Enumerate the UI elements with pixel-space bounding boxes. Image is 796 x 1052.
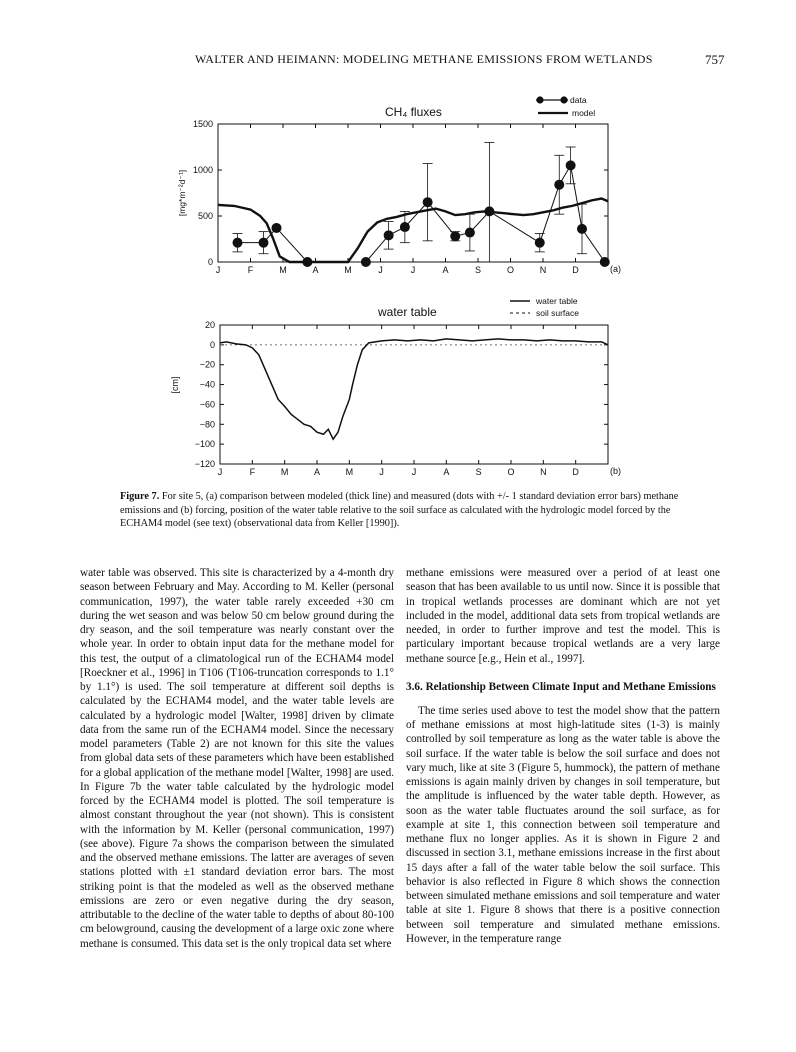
data-point [302,257,312,267]
panel-b-x-ticks [218,325,580,477]
y-tick-label: 1000 [192,165,213,175]
data-point [484,206,494,216]
x-tick-label: M [344,265,352,275]
legend-data-marker [536,96,543,103]
water-table-series [220,339,608,439]
panel-a-frame [218,124,608,262]
y-tick-label: 0 [207,257,213,267]
x-tick-label: A [443,467,450,477]
figure-caption [120,490,680,531]
x-tick-label: F [249,467,256,477]
panel-b-frame [220,325,608,464]
data-point [384,230,394,240]
x-tick-label: N [540,467,547,477]
panel-a [177,95,621,275]
panel-b-y-ticks [195,320,608,469]
panel-b-title: water table [378,305,437,319]
data-point [600,257,610,267]
x-tick-label: A [313,467,321,477]
page-number: 757 [705,52,725,67]
panel-a-legend [536,95,595,118]
y-tick-label: 1500 [192,119,213,129]
x-tick-label: J [411,467,417,477]
x-tick-label: O [506,265,515,275]
y-tick-label: −40 [199,379,215,390]
caption-label: Figure 7. [120,491,160,502]
data-point [233,238,243,248]
legend-soil-surface-label: soil surface [536,308,579,318]
x-tick-label: O [507,467,515,477]
panel-a-label: (a) [610,264,621,274]
data-point [423,197,433,207]
water-table-line [220,339,608,439]
x-tick-label: M [280,467,289,477]
data-point [361,257,371,267]
panel-b-ylabel: [cm] [170,376,180,394]
data-point [566,160,576,170]
y-tick-label: −60 [199,399,215,410]
x-tick-label: M [345,467,354,477]
panel-a-y-ticks [193,119,608,267]
x-tick-label: J [215,265,221,275]
y-tick-label: 0 [209,339,215,350]
legend-model-label: model [572,108,596,118]
legend-data-marker-2 [560,96,567,103]
y-tick-label: −120 [194,459,215,469]
data-point [577,224,587,234]
figure-7 [0,0,796,490]
data-point [259,238,269,248]
running-head: WALTER AND HEIMANN: MODELING METHANE EMISSIONS FROM WETLANDS [195,52,653,66]
y-tick-label: 20 [204,320,215,330]
x-tick-label: J [379,467,384,477]
data-point [535,238,545,248]
x-tick-label: S [474,265,482,275]
panel-b [170,296,621,477]
y-tick-label: 500 [197,211,213,221]
data-point [450,231,460,241]
data-point [400,222,410,232]
legend-water-table-label: water table [536,296,578,306]
right-paragraph-1: methane emissions were measured over a period of at least one season that has been available to us until now. Since it is possible that in tropical wetlands processes are dominant which are not yet included in the model, additional data sets from tropical wetlands are needed, in order to further improve and test the model. This is particulary important because tropical wetlands are a very large methane source [e.g., Hein et al., 1997]. [406,567,720,665]
x-tick-label: J [217,467,223,477]
data-point [465,228,475,238]
panel-b-legend [510,296,579,318]
legend-data-label: data [570,95,587,105]
caption-text: For site 5, (a) comparison between modeled (thick line) and measured (dots with +/- 1 standard deviation error bars) methane emissions and (b) forcing, position of the water table relative to the soil surface as calculated with the hydrologic model forced by the ECHAM4 model (see text) (observational data from Keller [1990]). [120,491,679,529]
data-point [272,223,282,233]
x-tick-label: D [572,265,579,275]
panel-b-label: (b) [610,466,621,476]
x-tick-label: J [410,265,416,275]
section-heading: 3.6. Relationship Between Climate Input and Methane Emissions [406,680,716,693]
y-tick-label: −20 [199,359,215,370]
x-tick-label: J [378,265,383,275]
right-column [406,566,720,946]
right-paragraph-2: The time series used above to test the model show that the pattern of methane emissions at most high-latitude sites (1-3) is mainly controlled by soil temperature as long as the water table is above the soil surface. If the water table is below the soil surface and does not vary much, like at site 3 (Figure 5, hummock), the pattern of methane emissions is again mainly driven by changes in soil temperature, but the amplitude is influenced by the water table depth. However, as soon as the water table fluctuates around the soil surface, as for example at site 1, this connection between soil temperature and methane flux no longer applies. As it is shown in Figure 2 and discussed in section 3.1, methane emissions increase in the first about 15 days after a fall of the water table below the soil surface. This behavior is also reflected in Figure 8 which shows the connection between simulated methane emissions and soil temperature and water table at site 1. Figure 8 shows that there is a positive connection between soil temperature and simulated methane emissions. However, in the temperature range [406,704,720,945]
data-line [238,165,605,262]
y-tick-label: −100 [194,439,215,450]
panel-a-title: CH₄ fluxes [385,105,442,119]
panel-a-ylabel: [mg*m⁻²d⁻¹] [177,169,187,217]
x-tick-label: A [442,265,449,275]
x-tick-label: M [279,265,287,275]
y-tick-label: −80 [199,419,215,430]
data-series [233,142,610,267]
x-tick-label: N [539,265,547,275]
left-paragraph: water table was observed. This site is characterized by a 4-month dry season between February and May. According to M. Keller (personal communication, 1997), the water table rarely exceeded +30 cm during the wet season and was below 50 cm below ground during the dry season, and the soil temperature was nearly constant over the whole year. In order to obtain input data for the methane model for this test, the output of a climatological run of the ECHAM4 model [Roeckner et al., 1996] in T106 (T106-truncation corresponds to 1.1° by 1.1°) is used. The soil temperature at different soil depths is calculated by the ECHAM4 model, and the water table levels are calculated by a hydrologic model [Walter, 1998] driven by climate data from the same run of the ECHAM4 model. Since the necessary model parameters (Table 2) are not known for this site the values from global data sets of these parameters which have been established for a global application of the methane model [Walter, 1998] are used. In Figure 7b the water table calculated by the hydrologic model forced by the ECHAM4 model is plotted. The soil temperature is almost constant throughout the year (not shown). This is consistent with the information by M. Keller (personal communication, 1997) (see above). Figure 7a shows the comparison between the simulated and the observed methane emissions. The latter are averages of seven stations plotted with ±1 standard deviation error bars. The most striking point is that the modeled as well as the observed methane emissions are zero or even negative during the dry season, attributable to the decline of the water table to depths of about 80-100 cm belowground, causing the development of a large oxic zone where methane is consumed. This data set is the only tropical data set where [80,567,394,950]
x-tick-label: S [475,467,482,477]
x-tick-label: D [572,467,579,477]
panel-a-x-ticks [216,124,580,275]
x-tick-label: A [312,265,319,275]
left-column [80,566,394,951]
x-tick-label: F [247,265,254,275]
data-point [554,180,564,190]
